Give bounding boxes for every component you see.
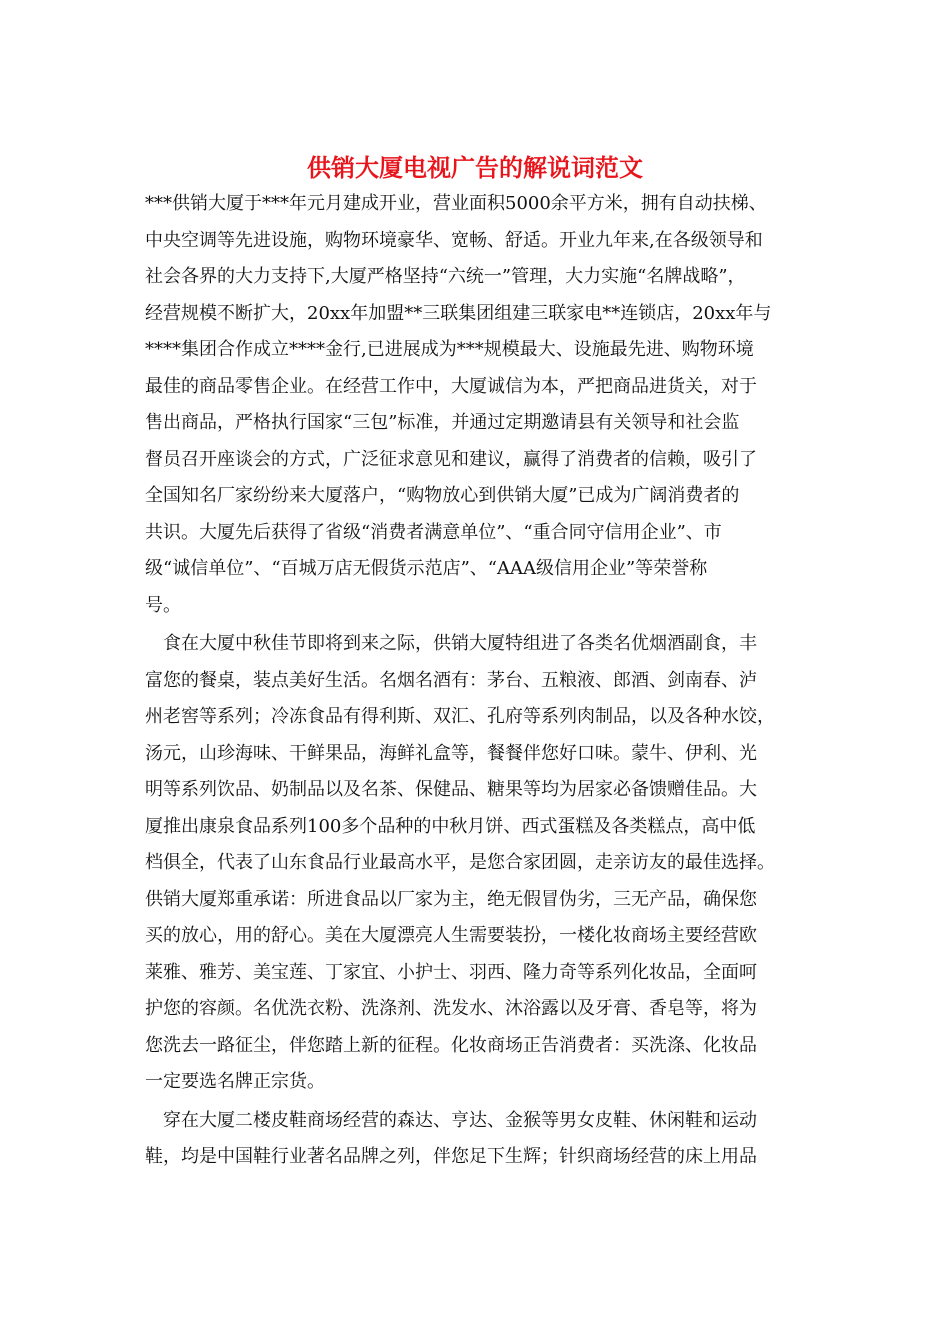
text-line: 全国知名厂家纷纷来大厦落户，“购物放心到供销大厦”已成为广阔消费者的 xyxy=(145,485,740,506)
text-line: 最佳的商品零售企业。在经营工作中，大厦诚信为本，严把商品进货关，对于 xyxy=(145,375,757,397)
text-line: 厦推出康泉食品系列100多个品种的中秋月饼、西式蛋糕及各类糕点，高中低 xyxy=(145,815,756,837)
text-line: 社会各界的大力支持下,大厦严格坚持“六统一”管理，大力实施“名牌战略”， xyxy=(145,266,746,287)
text-line: 明等系列饮品、奶制品以及名茶、保健品、糖果等均为居家必备馈赠佳品。大 xyxy=(145,779,757,800)
text-line: 供销大厦郑重承诺：所进食品以厂家为主，绝无假冒伪劣，三无产品，确保您 xyxy=(145,888,757,910)
text-line: 州老窖等系列；冷冻食品有得利斯、双汇、孔府等系列肉制品，以及各种水饺， xyxy=(145,706,775,727)
text-line: ***供销大厦于***年元月建成开业，营业面积5000余平方米，拥有自动扶梯、 xyxy=(145,193,767,214)
text-line: 经营规模不断扩大，20xx年加盟**三联集团组建三联家电**连锁店，20xx年与 xyxy=(145,302,772,324)
text-line: 买的放心，用的舒心。美在大厦漂亮人生需要装扮，一楼化妆商场主要经营欧 xyxy=(145,925,757,946)
text-line: 售出商品，严格执行国家“三包”标准，并通过定期邀请县有关领导和社会监 xyxy=(145,412,740,433)
text-line: 您洗去一路征尘，伴您踏上新的征程。化妆商场正告消费者：买洗涤、化妆品 xyxy=(145,1034,757,1056)
paragraph-3 xyxy=(145,1103,805,1176)
paragraph-1 xyxy=(145,186,805,624)
text-line: 护您的容颜。名优洗衣粉、洗涤剂、洗发水、沐浴露以及牙膏、香皂等，将为 xyxy=(145,998,757,1019)
document-body xyxy=(145,186,805,1176)
text-line: 共识。大厦先后获得了省级“消费者满意单位”、“重合同守信用企业”、市 xyxy=(145,521,722,543)
paragraph-2 xyxy=(145,626,805,1101)
text-line: 鞋，均是中国鞋行业著名品牌之列，伴您足下生辉；针织商场经营的床上用品 xyxy=(145,1146,757,1167)
text-line: 莱雅、雅芳、美宝莲、丁家宜、小护士、羽西、隆力奇等系列化妆品，全面呵 xyxy=(145,961,757,983)
text-line: 穿在大厦二楼皮鞋商场经营的森达、亨达、金猴等男女皮鞋、休闲鞋和运动 xyxy=(145,1109,757,1131)
text-line: 一定要选名牌正宗货。 xyxy=(145,1071,325,1092)
text-line: 档俱全，代表了山东食品行业最高水平，是您合家团圆，走亲访友的最佳选择。 xyxy=(145,852,775,873)
text-line: 级“诚信单位”、“百城万店无假货示范店”、“AAA级信用企业”等荣誉称 xyxy=(145,558,708,579)
text-line: ****集团合作成立****金行,已进展成为***规模最大、设施最先进、购物环境 xyxy=(145,339,754,360)
document-title: 供销大厦电视广告的解说词范文 xyxy=(307,153,643,182)
text-line: 食在大厦中秋佳节即将到来之际，供销大厦特组进了各类名优烟酒副食，丰 xyxy=(145,633,757,654)
text-line: 号。 xyxy=(145,594,181,616)
text-line: 中央空调等先进设施，购物环境豪华、宽畅、舒适。开业九年来,在各级领导和 xyxy=(145,229,763,251)
text-line: 富您的餐桌，装点美好生活。名烟名酒有：茅台、五粮液、郎酒、剑南春、泸 xyxy=(145,669,757,691)
text-line: 督员召开座谈会的方式，广泛征求意见和建议，赢得了消费者的信赖，吸引了 xyxy=(145,448,757,470)
text-line: 汤元，山珍海味、干鲜果品，海鲜礼盒等，餐餐伴您好口味。蒙牛、伊利、光 xyxy=(145,742,757,764)
